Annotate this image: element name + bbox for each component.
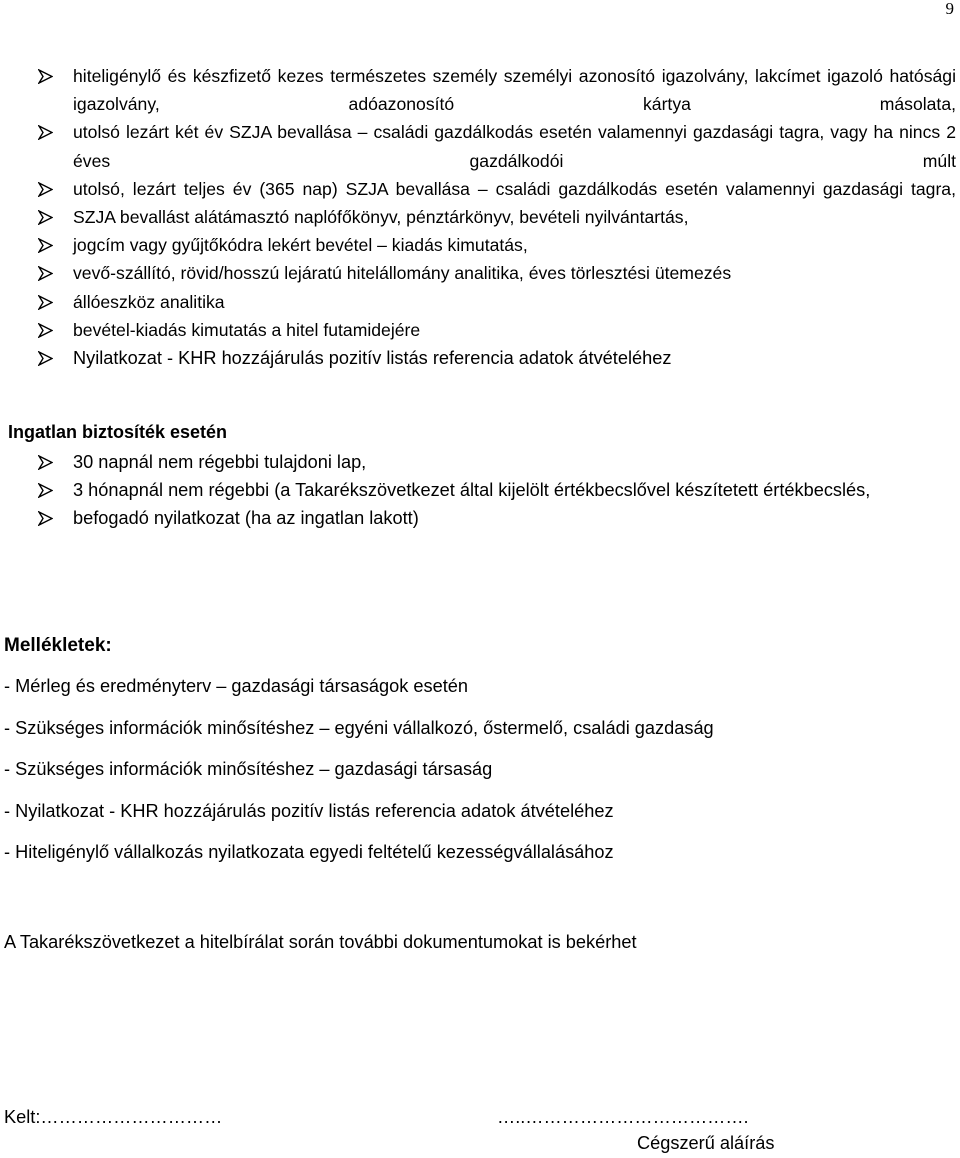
list-item: 30 napnál nem régebbi tulajdoni lap, [38, 448, 956, 476]
arrow-bullet-icon [38, 69, 53, 84]
arrow-bullet-icon [38, 182, 53, 197]
list-item: - Szükséges információk minősítéshez – gazdasági társaság [4, 759, 493, 779]
list-item: - Hiteligénylő vállalkozás nyilatkozata egyedi feltételű kezességvállalásához [4, 842, 614, 862]
place-date-line: Kelt:………………………… [4, 1107, 223, 1127]
arrow-bullet-icon [38, 323, 53, 338]
list-item: Nyilatkozat - KHR hozzájárulás pozitív listás referencia adatok átvételéhez [38, 344, 956, 372]
arrow-bullet-icon [38, 511, 53, 526]
arrow-bullet-icon [38, 483, 53, 498]
list-item: - Szükséges információk minősítéshez – egyéni vállalkozó, őstermelő, családi gazdaság [4, 717, 714, 738]
list-item: - Nyilatkozat - KHR hozzájárulás pozitív listás referencia adatok átvételéhez [4, 800, 614, 821]
closing-note: A Takarékszövetkezet a hitelbírálat során további dokumentumokat is bekérhet [4, 932, 637, 952]
attachments-heading: Mellékletek: [4, 635, 112, 656]
list-item: 3 hónapnál nem régebbi (a Takarékszövetkezet által kijelölt értékbecslővel készítetett értékbecslés, [38, 476, 956, 504]
arrow-bullet-icon [38, 238, 53, 253]
list-item: utolsó lezárt két év SZJA bevallása – családi gazdálkodás esetén valamennyi gazdasági tagra, vagy ha nincs 2 éves gazdálkodói múlt [38, 118, 956, 174]
arrow-bullet-icon [38, 125, 53, 140]
arrow-bullet-icon [38, 351, 53, 366]
page-number: 9 [945, 0, 954, 18]
list-item: bevétel-kiadás kimutatás a hitel futamidejére [38, 316, 956, 344]
list-item: befogadó nyilatkozat (ha az ingatlan lakott) [38, 504, 956, 532]
arrow-bullet-icon [38, 210, 53, 225]
list-item: hiteligénylő és készfizető kezes természetes személy személyi azonosító igazolvány, lakcímet igazoló hatósági igazolvány, adóazonosító kártya másolata, [38, 62, 956, 118]
list-item: jogcím vagy gyűjtőkódra lekért bevétel – kiadás kimutatás, [38, 231, 956, 259]
list-item: állóeszköz analitika [38, 288, 956, 316]
list-item: - Mérleg és eredményterv – gazdasági társaságok esetén [4, 676, 469, 696]
borrower-documents-list [38, 62, 956, 372]
real-estate-documents-list [38, 448, 956, 533]
arrow-bullet-icon [38, 295, 53, 310]
list-item: SZJA bevallást alátámasztó naplófőkönyv, pénztárkönyv, bevételi nyilvántartás, [38, 203, 956, 231]
signature-line: …..………………………………. [497, 1107, 749, 1127]
real-estate-heading: Ingatlan biztosíték esetén [8, 422, 228, 442]
signature-caption: Cégszerű aláírás [637, 1133, 775, 1153]
list-item: vevő-szállító, rövid/hosszú lejáratú hitelállomány analitika, éves törlesztési ütemezés [38, 259, 956, 287]
arrow-bullet-icon [38, 266, 53, 281]
attachments-list [4, 672, 714, 880]
list-item: utolsó, lezárt teljes év (365 nap) SZJA bevallása – családi gazdálkodás esetén valamennyi gazdasági tagra, [38, 175, 956, 203]
arrow-bullet-icon [38, 455, 53, 470]
